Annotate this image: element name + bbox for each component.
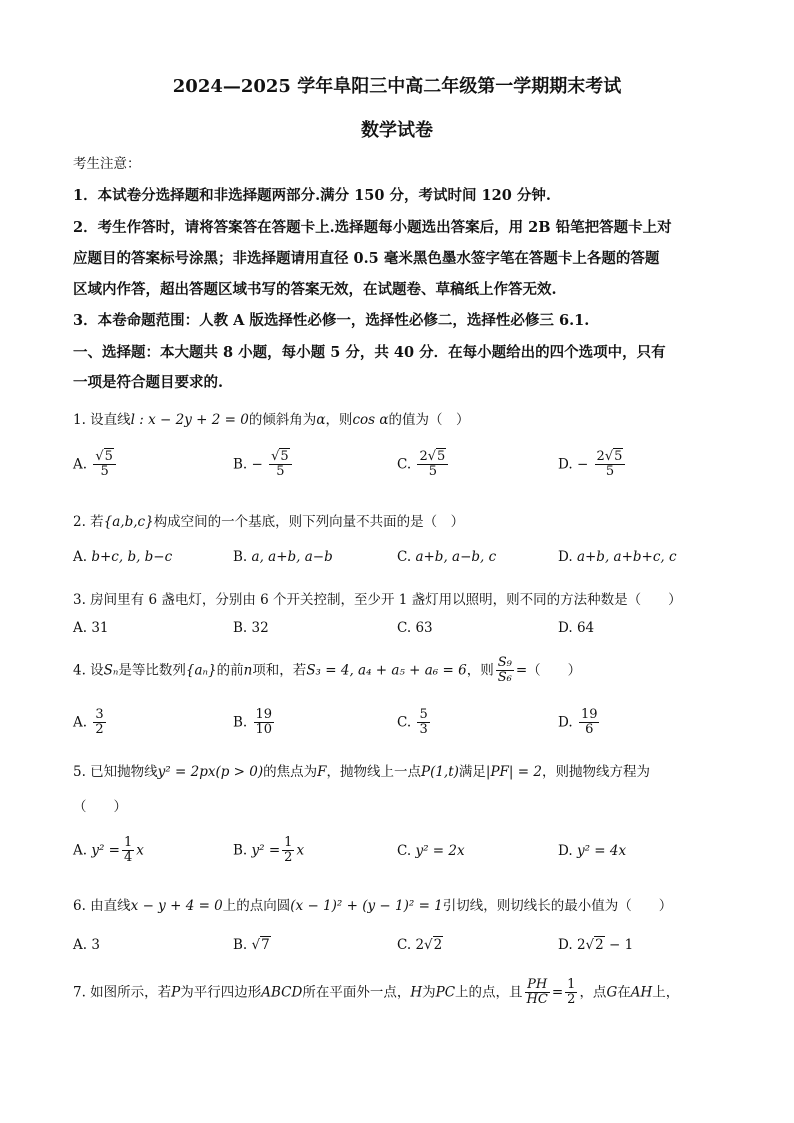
q1-option-c: C. $\frac{2√5}{5}$ [397, 450, 450, 480]
question-4: 4. 设Sₙ是等比数列{aₙ}的前n项和，若S₃ = 4, a₄ + a₅ + a₆ = 6，则 $\frac{\text{S₉}}{\text{S₆}}$ =（ ） [73, 655, 582, 686]
notice-item-1: 1．本试卷分选择题和非选择题两部分.满分 150 分，考试时间 120 分钟. [73, 187, 551, 204]
notice-item-2-cont: 应题目的答案标号涂黑；非选择题请用直径 0.5 毫米黑色墨水签字笔在答题卡上各题的答题 [73, 250, 660, 267]
q4-option-b: B. $\frac{19}{10}$ [233, 707, 273, 738]
q3-option-d: D. 64 [558, 620, 595, 636]
question-2: 2. 若{a,b,c}构成空间的一个基底，则下列向量不共面的是（ ） [73, 514, 465, 530]
q2-option-b: B. a, a+b, a−b [233, 549, 333, 565]
section-header-line2: 一项是符合题目要求的. [73, 374, 224, 391]
q4-option-a: A. $\frac{3}{2}$ [73, 707, 104, 738]
question-3: 3. 房间里有 6 盏电灯，分别由 6 个开关控制，至少开 1 盏灯用以照明，则不同的方法种数是（ ） [73, 592, 682, 608]
q6-option-a: A. 3 [73, 937, 100, 953]
q6-option-b: B. √7 [233, 937, 270, 953]
question-5-paren: （ ） [73, 799, 127, 815]
q5-option-d: D. y² = 4x [558, 843, 627, 859]
section-header-line1: 一、选择题：本大题共 8 小题，每小题 5 分，共 40 分．在每小题给出的四个选项中，只有 [73, 344, 666, 361]
question-7: 7. 如图所示，若P为平行四边形ABCD所在平面外一点，H为PC上的点，且 $\frac{PH}{HC}$ = $\frac{1}{2}$ ，点G在AH上， [73, 977, 680, 1008]
question-5: 5. 已知抛物线y² = 2px(p > 0)的焦点为F，抛物线上一点P(1,t)满足|PF| = 2，则抛物线方程为 [73, 764, 650, 780]
notice-item-3: 3．本卷命题范围：人教 A 版选择性必修一，选择性必修二，选择性必修三 6.1. [73, 312, 590, 329]
q1-option-b: B. − $\frac{√5}{5}$ [233, 450, 294, 480]
question-6: 6. 由直线x − y + 4 = 0上的点向圆(x − 1)² + (y − 1)² = 1引切线，则切线长的最小值为（ ） [73, 898, 673, 914]
q3-option-c: C. 63 [397, 620, 433, 636]
notice-item-2-end: 区域内作答，超出答题区域书写的答案无效，在试题卷、草稿纸上作答无效. [73, 281, 557, 298]
q6-option-d: D. 2√2 − 1 [558, 937, 634, 953]
q2-option-d: D. a+b, a+b+c, c [558, 549, 677, 565]
q1-option-a: A. $\frac{√5}{5}$ [73, 450, 118, 480]
notice-heading: 考生注意： [73, 156, 141, 172]
q4-option-d: D. $\frac{19}{6}$ [558, 707, 598, 738]
q5-option-b: B. y² = $\frac{1}{2}$ x [233, 835, 305, 866]
question-1: 1. 设直线l : x − 2y + 2 = 0的倾斜角为α，则cos α的值为（ ） [73, 412, 470, 428]
q3-option-a: A. 31 [73, 620, 109, 636]
q2-option-c: C. a+b, a−b, c [397, 549, 497, 565]
q5-option-a: A. y² = $\frac{1}{4}$ x [73, 835, 144, 866]
q2-option-a: A. b+c, b, b−c [73, 549, 173, 565]
exam-subtitle: 数学试卷 [361, 120, 433, 141]
q4-option-c: C. $\frac{5}{3}$ [397, 707, 428, 738]
q5-option-c: C. y² = 2x [397, 843, 465, 859]
q3-option-b: B. 32 [233, 620, 269, 636]
notice-item-2: 2．考生作答时，请将答案答在答题卡上.选择题每小题选出答案后，用 2B 铅笔把答题卡上对 [73, 219, 672, 236]
exam-title: 2024—2025 学年阜阳三中高二年级第一学期期末考试 [172, 76, 622, 97]
q1-option-d: D. − $\frac{2√5}{5}$ [558, 450, 627, 480]
q6-option-c: C. 2√2 [397, 937, 443, 953]
